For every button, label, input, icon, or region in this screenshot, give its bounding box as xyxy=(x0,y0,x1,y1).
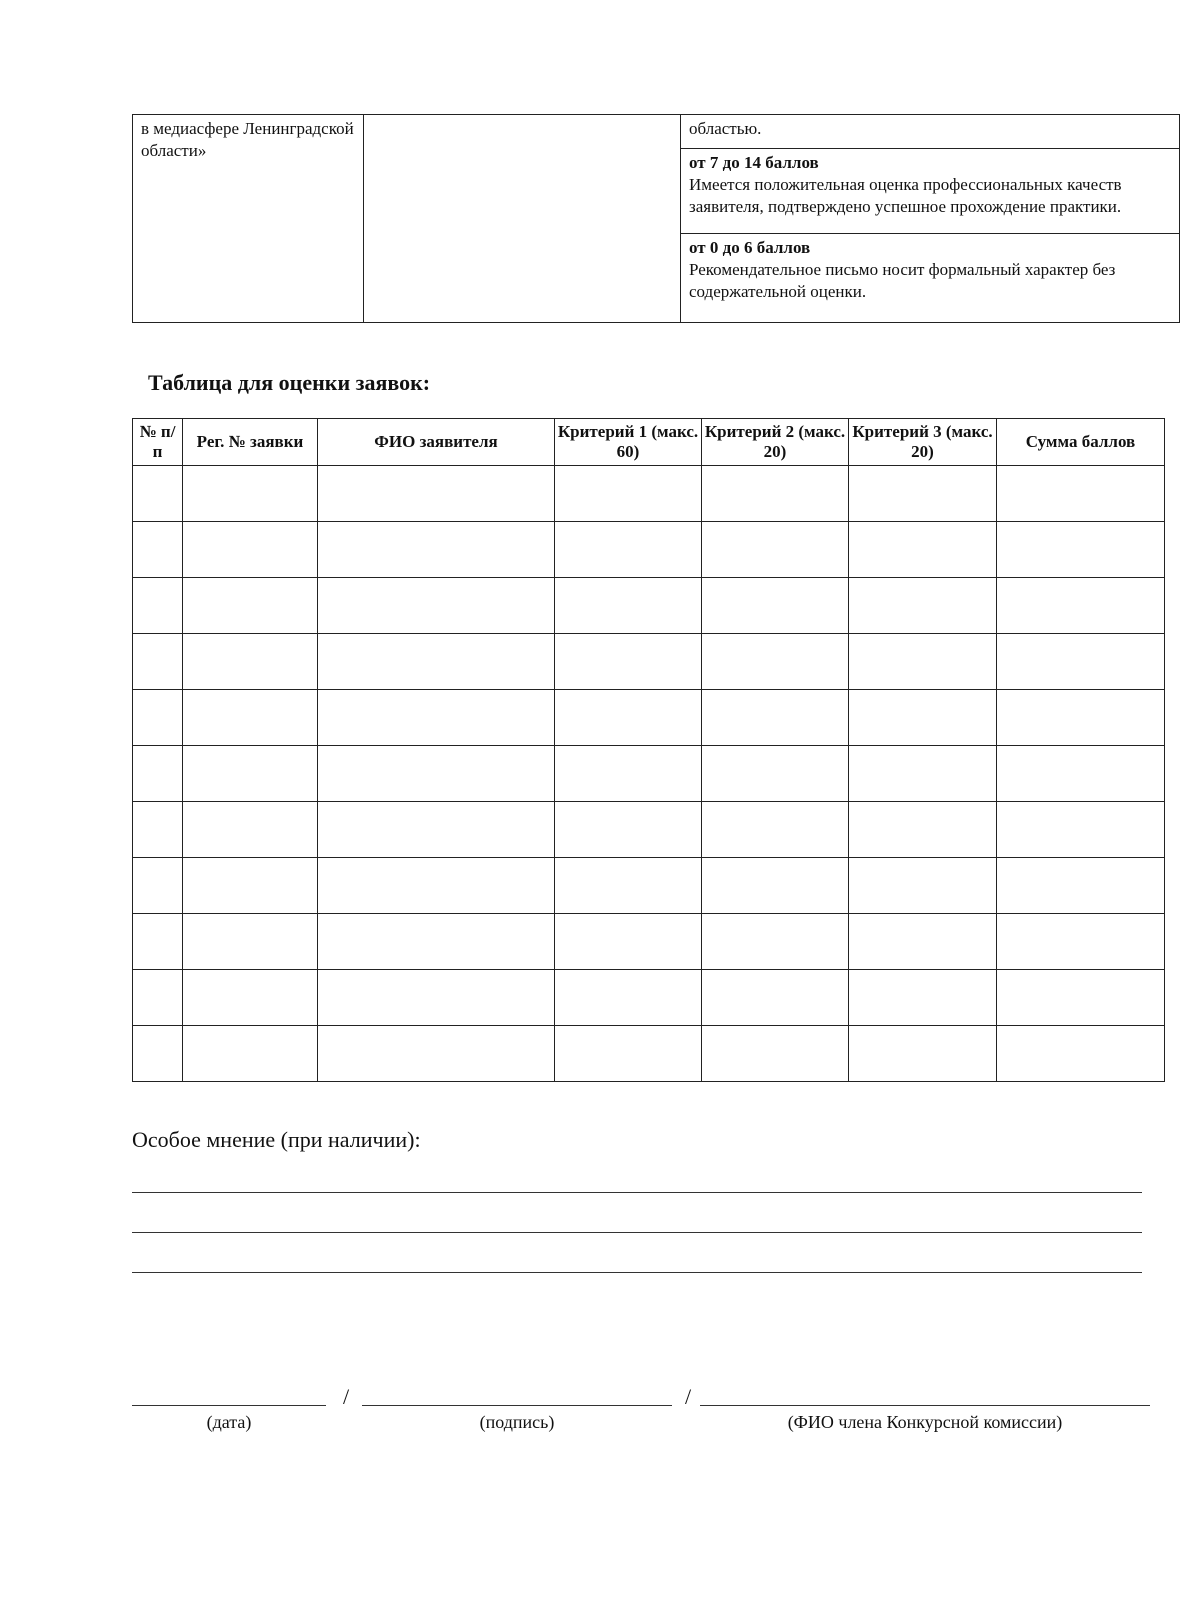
header-criterion-1: Критерий 1 (макс. 60) xyxy=(555,419,702,466)
table-cell[interactable] xyxy=(702,1026,849,1082)
table-cell[interactable] xyxy=(318,578,555,634)
table-cell[interactable] xyxy=(702,858,849,914)
table-row xyxy=(133,578,1165,634)
header-total-score: Сумма баллов xyxy=(997,419,1165,466)
table-cell[interactable] xyxy=(133,914,183,970)
table-cell[interactable] xyxy=(183,690,318,746)
table-cell[interactable] xyxy=(133,690,183,746)
table-cell[interactable] xyxy=(702,970,849,1026)
criteria-empty-cell xyxy=(364,115,681,323)
signature-line[interactable] xyxy=(362,1405,672,1406)
table-cell[interactable] xyxy=(849,970,997,1026)
table-cell[interactable] xyxy=(849,858,997,914)
table-cell[interactable] xyxy=(555,634,702,690)
header-applicant-name: ФИО заявителя xyxy=(318,419,555,466)
table-cell[interactable] xyxy=(997,1026,1165,1082)
table-cell[interactable] xyxy=(997,522,1165,578)
table-cell[interactable] xyxy=(318,914,555,970)
table-cell[interactable] xyxy=(997,634,1165,690)
table-cell[interactable] xyxy=(318,466,555,522)
evaluation-body xyxy=(133,466,1165,1082)
table-cell[interactable] xyxy=(183,970,318,1026)
table-cell[interactable] xyxy=(849,522,997,578)
opinion-line-2[interactable] xyxy=(132,1232,1142,1233)
score-text: Рекомендательное письмо носит формальный характер без содержательной оценки. xyxy=(689,260,1116,301)
table-cell[interactable] xyxy=(133,858,183,914)
evaluation-header-row xyxy=(133,419,1165,466)
table-cell[interactable] xyxy=(997,914,1165,970)
table-cell[interactable] xyxy=(183,634,318,690)
table-row xyxy=(133,970,1165,1026)
score-row-1 xyxy=(681,148,1180,233)
table-cell[interactable] xyxy=(133,634,183,690)
table-cell[interactable] xyxy=(318,690,555,746)
table-cell[interactable] xyxy=(702,578,849,634)
table-row xyxy=(133,690,1165,746)
header-criterion-2: Критерий 2 (макс. 20) xyxy=(702,419,849,466)
table-cell[interactable] xyxy=(555,578,702,634)
table-cell[interactable] xyxy=(555,746,702,802)
table-cell[interactable] xyxy=(849,914,997,970)
table-cell[interactable] xyxy=(318,1026,555,1082)
member-name-line[interactable] xyxy=(700,1405,1150,1406)
score-row-2 xyxy=(681,234,1180,323)
criteria-table xyxy=(132,114,1180,323)
table-cell[interactable] xyxy=(997,466,1165,522)
table-cell[interactable] xyxy=(997,970,1165,1026)
score-range: от 0 до 6 баллов xyxy=(689,238,811,257)
score-text: областью. xyxy=(689,119,762,138)
table-cell[interactable] xyxy=(555,522,702,578)
table-cell[interactable] xyxy=(702,746,849,802)
table-row xyxy=(133,914,1165,970)
table-cell[interactable] xyxy=(849,578,997,634)
table-cell[interactable] xyxy=(183,914,318,970)
table-row xyxy=(133,746,1165,802)
table-cell[interactable] xyxy=(555,858,702,914)
separator-slash: / xyxy=(343,1384,350,1409)
table-cell[interactable] xyxy=(318,634,555,690)
opinion-line-1[interactable] xyxy=(132,1192,1142,1193)
member-name-caption: (ФИО члена Конкурсной комиссии) xyxy=(787,1412,1063,1432)
table-cell[interactable] xyxy=(997,690,1165,746)
criteria-row-label: в медиасфере Ленинградской области» xyxy=(133,115,364,323)
separator-slash: / xyxy=(685,1384,692,1409)
score-row-0 xyxy=(681,115,1180,149)
table-cell[interactable] xyxy=(318,522,555,578)
table-cell[interactable] xyxy=(849,634,997,690)
table-cell[interactable] xyxy=(555,970,702,1026)
table-row xyxy=(133,522,1165,578)
table-cell[interactable] xyxy=(318,746,555,802)
table-cell[interactable] xyxy=(702,466,849,522)
table-cell[interactable] xyxy=(849,690,997,746)
table-cell[interactable] xyxy=(849,466,997,522)
table-cell[interactable] xyxy=(133,466,183,522)
table-cell[interactable] xyxy=(183,802,318,858)
table-cell[interactable] xyxy=(183,746,318,802)
table-cell[interactable] xyxy=(183,578,318,634)
score-range: от 7 до 14 баллов xyxy=(689,152,819,172)
date-line[interactable] xyxy=(132,1405,326,1406)
score-text: Имеется положительная оценка профессиональных качеств заявителя, подтверждено успешное прохождение практики. xyxy=(689,174,1122,216)
header-reg-number: Рег. № заявки xyxy=(183,419,318,466)
table-cell[interactable] xyxy=(133,802,183,858)
table-cell[interactable] xyxy=(555,914,702,970)
table-cell[interactable] xyxy=(133,970,183,1026)
table-cell[interactable] xyxy=(849,802,997,858)
table-cell[interactable] xyxy=(997,858,1165,914)
table-cell[interactable] xyxy=(555,802,702,858)
table-cell[interactable] xyxy=(702,802,849,858)
table-cell[interactable] xyxy=(133,746,183,802)
table-cell[interactable] xyxy=(997,578,1165,634)
special-opinion-label: Особое мнение (при наличии): xyxy=(132,1127,421,1152)
table-cell[interactable] xyxy=(133,522,183,578)
evaluation-table xyxy=(132,418,1165,1082)
table-row xyxy=(133,802,1165,858)
table-cell[interactable] xyxy=(133,1026,183,1082)
date-caption: (дата) xyxy=(206,1412,252,1432)
table-row xyxy=(133,634,1165,690)
table-row xyxy=(133,466,1165,522)
table-cell[interactable] xyxy=(183,522,318,578)
table-cell[interactable] xyxy=(702,522,849,578)
table-cell[interactable] xyxy=(997,746,1165,802)
table-cell[interactable] xyxy=(555,466,702,522)
signature-caption: (подпись) xyxy=(479,1412,555,1432)
table-cell[interactable] xyxy=(849,1026,997,1082)
table-cell[interactable] xyxy=(997,802,1165,858)
table-cell[interactable] xyxy=(318,802,555,858)
header-criterion-3: Критерий 3 (макс. 20) xyxy=(849,419,997,466)
table-row xyxy=(133,858,1165,914)
table-cell[interactable] xyxy=(318,970,555,1026)
table-cell[interactable] xyxy=(555,1026,702,1082)
table-cell[interactable] xyxy=(318,858,555,914)
table-cell[interactable] xyxy=(133,578,183,634)
table-cell[interactable] xyxy=(702,914,849,970)
table-cell[interactable] xyxy=(183,858,318,914)
table-cell[interactable] xyxy=(183,1026,318,1082)
table-cell[interactable] xyxy=(555,690,702,746)
evaluation-table-title: Таблица для оценки заявок: xyxy=(148,370,431,395)
opinion-line-3[interactable] xyxy=(132,1272,1142,1273)
table-cell[interactable] xyxy=(849,746,997,802)
table-cell[interactable] xyxy=(183,466,318,522)
header-num: № п/п xyxy=(133,419,183,466)
table-row xyxy=(133,1026,1165,1082)
table-cell[interactable] xyxy=(702,634,849,690)
table-cell[interactable] xyxy=(702,690,849,746)
